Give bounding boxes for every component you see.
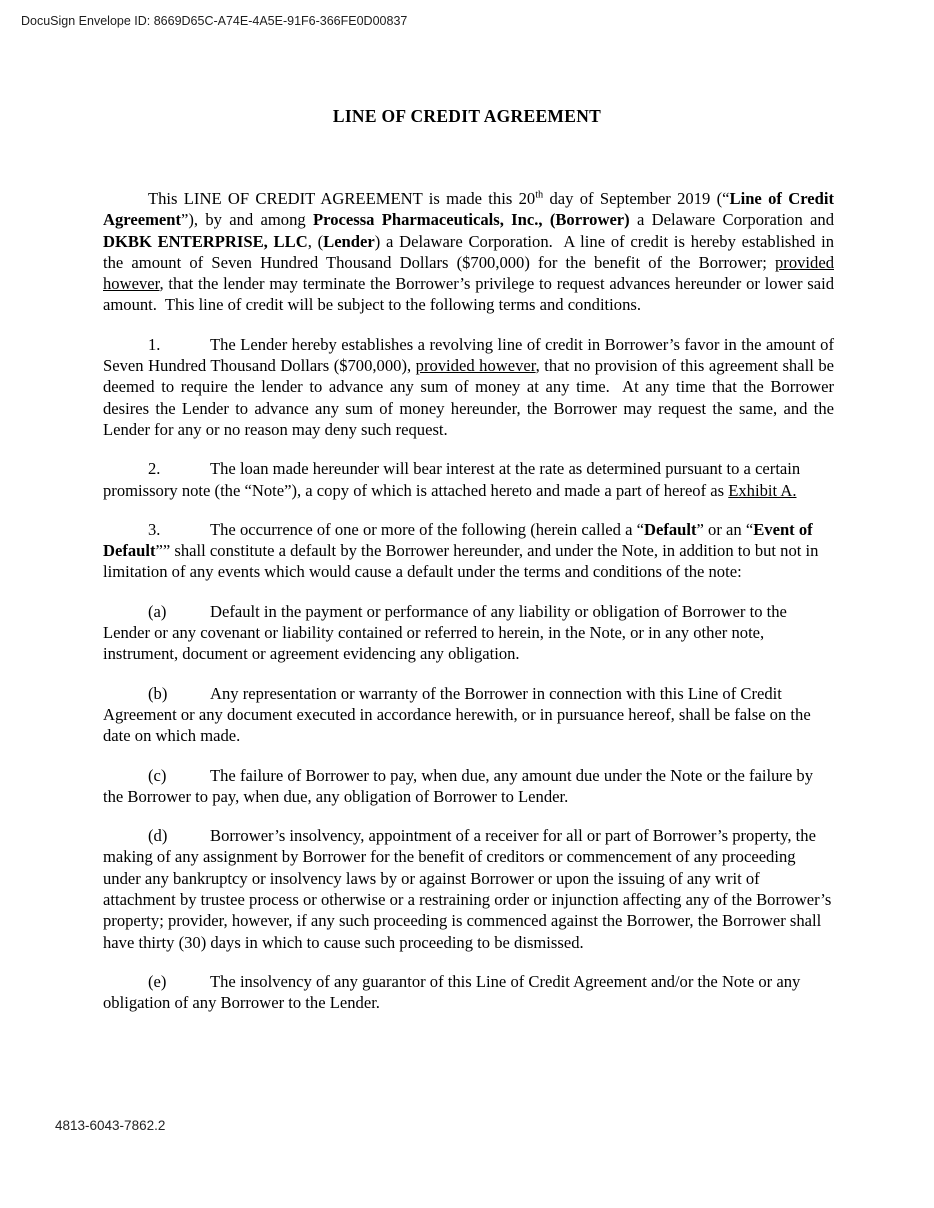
text-run: a Delaware Corporation and xyxy=(629,210,834,230)
text-run: Default xyxy=(644,519,697,539)
text-run: Exhibit A. xyxy=(728,480,797,500)
text-run: The loan made hereunder will bear interest at the rate as determined pursuant to a certain promissory note (the “Note”), a copy of which is attached hereto and made a part of hereof as xyxy=(103,459,801,500)
paragraph-label: (b) xyxy=(148,683,168,703)
document-control-number: 4813-6043-7862.2 xyxy=(55,1118,166,1133)
text-run: Any representation or warranty of the Borrower in connection with this Line of Credit Agreement or any document executed in accordance herewith, or in pursuance hereof, shall be false on the date on which made. xyxy=(103,683,811,746)
text-run: th xyxy=(535,189,544,201)
text-run: ) a Delaware Corporation. A line of credit is hereby established in the amount of Seven Hundred Thousand Dollars ($700,000) for the benefit of the Borrower; xyxy=(103,231,835,272)
text-run: , that no provision of this agreement shall be deemed to require the lender to advance any sum of money at any time. At any time that the Borrower desires the Lender to advance any sum of money hereunder, the Borrower may request the same, and the Lender for any or no reason may deny such request. xyxy=(103,356,834,439)
text-run: Borrower’s insolvency, appointment of a receiver for all or part of Borrower’s property, the making of any assignment by Borrower for the benefit of creditors or commencement of any proceeding under any bankruptcy or insolvency laws by or against Borrower or upon the issuing of any writ of attachment by trustee process or otherwise or a restraining order or injunction affecting any of the Borrower’s property; provider, however, if any such proceeding is commenced against the Borrower, the Borrower shall have thirty (30) days in which to cause such proceeding to be dismissed. xyxy=(103,826,832,952)
paragraph-label: 2. xyxy=(148,459,161,479)
text-run: ”), by and among xyxy=(181,210,314,230)
paragraph-2 xyxy=(103,458,834,501)
paragraph-label: (d) xyxy=(148,826,168,846)
paragraph-label: (c) xyxy=(148,765,167,785)
text-run: The occurrence of one or more of the following (herein called a “ xyxy=(210,519,644,539)
docusign-envelope-id: DocuSign Envelope ID: 8669D65C-A74E-4A5E-91F6-366FE0D00837 xyxy=(21,14,408,28)
text-run: provided however xyxy=(415,356,536,376)
text-run: provided however xyxy=(103,252,834,294)
paragraph-e xyxy=(103,971,834,1014)
text-run: Lender xyxy=(323,231,375,251)
text-run: The insolvency of any guarantor of this Line of Credit Agreement and/or the Note or any obligation of any Borrower to the Lender. xyxy=(103,971,801,1013)
text-run: The failure of Borrower to pay, when due, any amount due under the Note or the failure by the Borrower to pay, when due, any obligation of Borrower to Lender. xyxy=(103,765,814,806)
paragraph-intro xyxy=(103,188,834,316)
paragraph-b xyxy=(103,683,834,747)
text-run: DKBK ENTERPRISE, LLC xyxy=(103,231,308,251)
text-run: This LINE OF CREDIT AGREEMENT is made this 20 xyxy=(148,189,536,208)
paragraph-label: (a) xyxy=(148,601,167,621)
text-run: , ( xyxy=(307,231,324,251)
text-run: Event of Default xyxy=(103,519,813,561)
text-run: ” or an “ xyxy=(696,519,754,539)
paragraph-3 xyxy=(103,519,834,583)
text-run: Processa Pharmaceuticals, Inc., (Borrower) xyxy=(313,210,630,230)
text-run: , that the lender may terminate the Borrower’s privilege to request advances hereunder or lower said amount. This line of credit will be subject to the following terms and conditions. xyxy=(103,274,834,315)
text-run: day of September 2019 (“ xyxy=(543,189,730,208)
document-title: LINE OF CREDIT AGREEMENT xyxy=(332,106,602,126)
text-run: ”” shall constitute a default by the Borrower hereunder, and under the Note, in addition to but not in limitation of any events which would cause a default under the terms and conditions of the note: xyxy=(103,541,819,582)
text-run: The Lender hereby establishes a revolving line of credit in Borrower’s favor in the amount of Seven Hundred Thousand Dollars ($700,000), xyxy=(103,334,834,376)
text-run: Line of Credit Agreement xyxy=(103,189,834,230)
paragraph-label: 3. xyxy=(148,519,161,539)
paragraph-label: (e) xyxy=(148,971,167,991)
paragraph-1 xyxy=(103,334,834,440)
paragraph-a xyxy=(103,601,834,665)
paragraph-d xyxy=(103,825,834,953)
text-run: Default in the payment or performance of any liability or obligation of Borrower to the Lender or any covenant or liability contained or referred to herein, in the Note, or in any other note, instrument, document or agreement evidencing any obligation. xyxy=(103,601,787,664)
paragraph-label: 1. xyxy=(148,334,161,354)
paragraph-c xyxy=(103,765,834,808)
document-body xyxy=(103,188,834,1032)
